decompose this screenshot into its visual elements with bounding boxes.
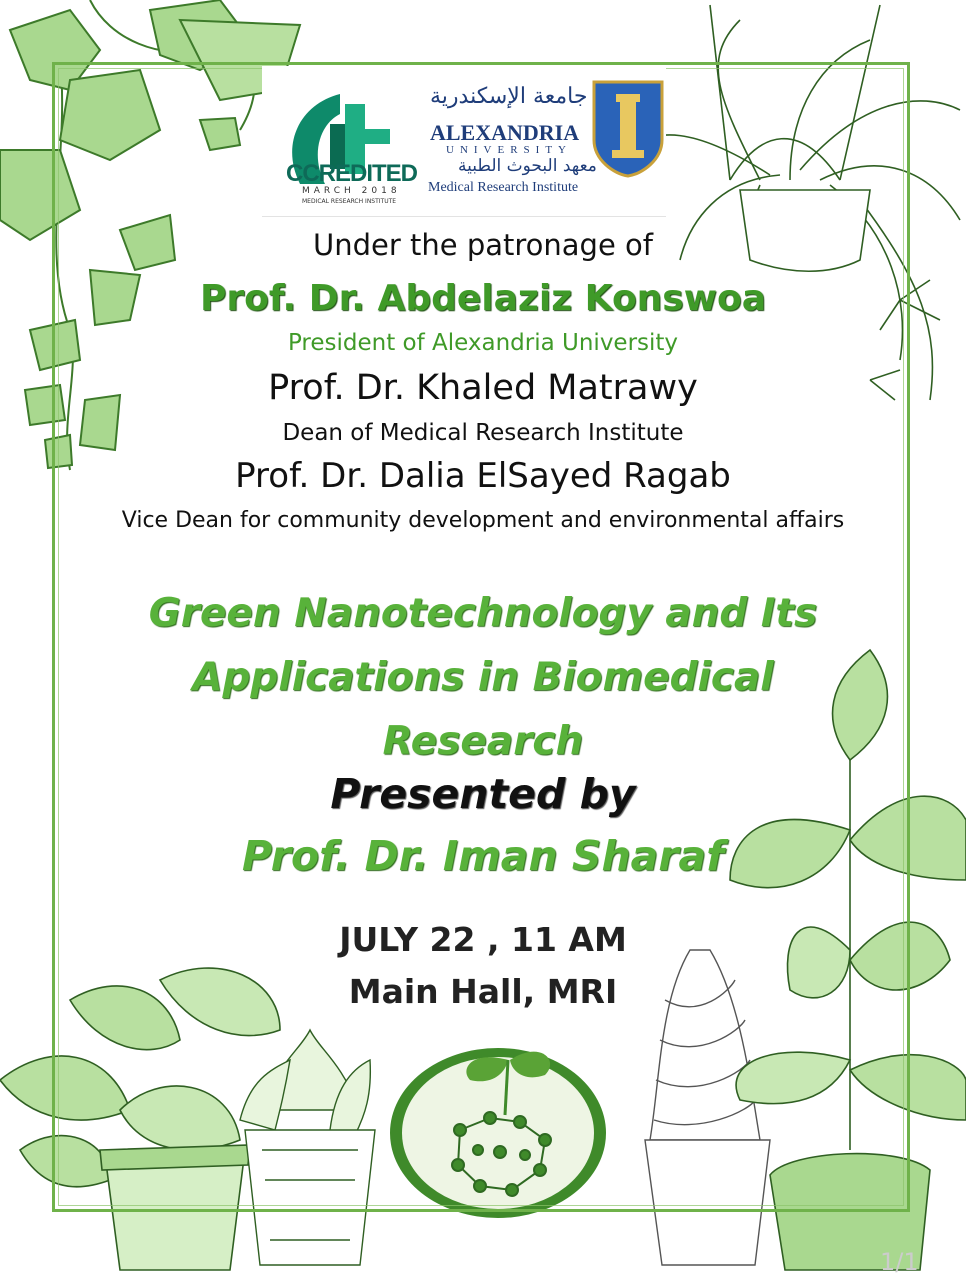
vice-dean-role: Vice Dean for community development and environmental affairs [121,508,845,533]
institute-name: Medical Research Institute [428,180,579,195]
header-logos [262,66,666,217]
vice-dean-name: Prof. Dr. Dalia ElSayed Ragab [235,456,731,496]
dean-name: Prof. Dr. Khaled Matrawy [268,368,698,408]
presented-by-label: Presented by [330,770,636,818]
university-word: UNIVERSITY [446,144,572,156]
university-name: ALEXANDRIA [430,120,580,145]
university-arabic-name: جامعة الإسكندرية [430,84,588,109]
president-role: President of Alexandria University [287,330,679,356]
accreditation-date: MARCH 2018 [302,186,401,196]
president-name: Prof. Dr. Abdelaziz Konswoa [199,278,767,319]
event-title: Green Nanotechnology and Its Applications in Biomedical Research [148,591,818,764]
accreditation-subtext: MEDICAL RESEARCH INSTITUTE [302,198,397,205]
accreditation-text: CCREDITED [286,160,418,187]
event-date-time: JULY 22 , 11 AM [339,920,627,959]
alexandria-university-crest [592,80,664,178]
event-venue: Main Hall, MRI [348,972,618,1011]
page-indicator: 1/1 [880,1248,919,1276]
patronage-label: Under the patronage of [313,228,653,262]
institute-arabic-name: معهد البحوث الطبية [458,156,597,176]
dean-role: Dean of Medical Research Institute [282,420,684,446]
presenter-name: Prof. Dr. Iman Sharaf [241,832,725,880]
